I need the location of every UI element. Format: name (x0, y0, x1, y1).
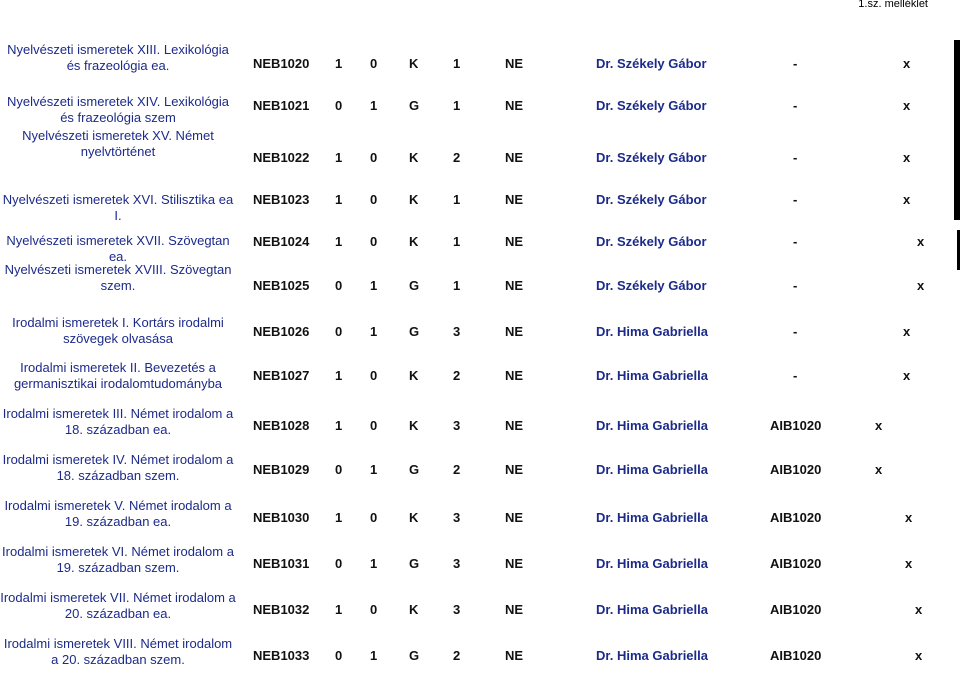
cell-type: K (409, 192, 419, 207)
cell-g: 1 (370, 648, 378, 663)
cell-prereq: - (793, 368, 798, 383)
cell-prereq: AIB1020 (770, 510, 822, 525)
course-name: Nyelvészeti ismeretek XVII. Szövegtan ea. (6, 233, 230, 264)
cell-credit: 3 (453, 418, 461, 433)
course-name: Irodalmi ismeretek V. Német irodalom a 19. században ea. (4, 498, 232, 529)
cell-credit: 2 (453, 368, 461, 383)
cell-x: x (903, 56, 911, 71)
cell-l: 0 (335, 648, 343, 663)
cell-ne: NE (505, 510, 524, 525)
cell-g: 0 (370, 234, 378, 249)
cell-type: K (409, 510, 419, 525)
cell-prereq: - (793, 234, 798, 249)
course-name: Nyelvészeti ismeretek XIV. Lexikológia és frazeológia szem (6, 94, 230, 125)
cell-credit: 3 (453, 602, 461, 617)
cell-code: NEB1024 (253, 234, 310, 249)
cell-code: NEB1030 (253, 510, 310, 525)
cell-type: K (409, 150, 419, 165)
cell-x: x (903, 150, 911, 165)
cell-g: 1 (370, 98, 378, 113)
cell-ne: NE (505, 462, 524, 477)
cell-l: 0 (335, 278, 343, 293)
course-name: Irodalmi ismeretek IV. Német irodalom a 18. században szem. (2, 452, 234, 483)
cell-code: NEB1026 (253, 324, 310, 339)
cell-g: 0 (370, 510, 378, 525)
cell-ne: NE (505, 278, 524, 293)
cell-ne: NE (505, 56, 524, 71)
cell-g: 0 (370, 368, 378, 383)
course-name: Irodalmi ismeretek VIII. Német irodalom a 20. században szem. (3, 636, 233, 667)
cell-credit: 2 (453, 648, 461, 663)
cell-teacher: Dr. Hima Gabriella (596, 510, 708, 525)
cell-credit: 1 (453, 278, 461, 293)
cell-credit: 3 (453, 324, 461, 339)
cell-credit: 3 (453, 510, 461, 525)
cell-code: NEB1021 (253, 98, 310, 113)
cell-l: 0 (335, 556, 343, 571)
cell-l: 0 (335, 98, 343, 113)
course-name: Irodalmi ismeretek II. Bevezetés a germanisztikai irodalomtudományba (13, 360, 223, 391)
cell-prereq: AIB1020 (770, 418, 822, 433)
cell-ne: NE (505, 324, 524, 339)
course-name: Nyelvészeti ismeretek XIII. Lexikológia és frazeológia ea. (7, 42, 229, 73)
cell-type: K (409, 368, 419, 383)
cell-l: 1 (335, 418, 343, 433)
cell-ne: NE (505, 368, 524, 383)
cell-prereq: - (793, 150, 798, 165)
cell-ne: NE (505, 602, 524, 617)
cell-prereq: AIB1020 (770, 602, 822, 617)
cell-prereq: - (793, 324, 798, 339)
cell-teacher: Dr. Székely Gábor (596, 234, 707, 249)
cell-code: NEB1022 (253, 150, 310, 165)
cell-l: 1 (335, 510, 343, 525)
cell-x: x (915, 648, 923, 663)
cell-type: G (409, 556, 420, 571)
cell-prereq: - (793, 192, 798, 207)
cell-credit: 1 (453, 192, 461, 207)
cell-x: x (905, 556, 913, 571)
cell-ne: NE (505, 150, 524, 165)
course-name: Nyelvészeti ismeretek XVIII. Szövegtan szem. (4, 262, 232, 293)
cell-prereq: AIB1020 (770, 462, 822, 477)
cell-teacher: Dr. Székely Gábor (596, 98, 707, 113)
cell-x: x (917, 278, 925, 293)
cell-code: NEB1028 (253, 418, 310, 433)
cell-ne: NE (505, 192, 524, 207)
course-name: Irodalmi ismeretek III. Német irodalom a 18. században ea. (2, 406, 234, 437)
cell-x: x (905, 510, 913, 525)
cell-l: 1 (335, 602, 343, 617)
cell-type: G (409, 648, 420, 663)
cell-x: x (875, 462, 883, 477)
cell-teacher: Dr. Hima Gabriella (596, 368, 708, 383)
annex-label: 1.sz. melléklet (858, 0, 928, 10)
cell-code: NEB1032 (253, 602, 310, 617)
cell-prereq: - (793, 98, 798, 113)
cell-g: 1 (370, 556, 378, 571)
cell-code: NEB1029 (253, 462, 310, 477)
cell-type: G (409, 462, 420, 477)
table-border (954, 40, 960, 220)
cell-prereq: - (793, 56, 798, 71)
cell-x: x (903, 192, 911, 207)
cell-type: K (409, 56, 419, 71)
cell-g: 0 (370, 418, 378, 433)
cell-l: 1 (335, 56, 343, 71)
cell-l: 1 (335, 192, 343, 207)
cell-credit: 2 (453, 150, 461, 165)
cell-g: 0 (370, 192, 378, 207)
cell-teacher: Dr. Hima Gabriella (596, 462, 708, 477)
course-name: Nyelvészeti ismeretek XVI. Stilisztika ea I. (2, 192, 234, 223)
cell-x: x (915, 602, 923, 617)
cell-code: NEB1025 (253, 278, 310, 293)
cell-g: 1 (370, 324, 378, 339)
course-name: Irodalmi ismeretek I. Kortárs irodalmi szövegek olvasása (12, 315, 224, 346)
cell-code: NEB1031 (253, 556, 310, 571)
cell-credit: 3 (453, 556, 461, 571)
cell-type: G (409, 98, 420, 113)
cell-teacher: Dr. Hima Gabriella (596, 648, 708, 663)
cell-teacher: Dr. Hima Gabriella (596, 418, 708, 433)
cell-teacher: Dr. Székely Gábor (596, 56, 707, 71)
cell-ne: NE (505, 556, 524, 571)
cell-g: 1 (370, 278, 378, 293)
cell-ne: NE (505, 418, 524, 433)
cell-x: x (917, 234, 925, 249)
cell-l: 0 (335, 462, 343, 477)
course-name: Irodalmi ismeretek VII. Német irodalom a 20. században ea. (0, 590, 236, 621)
cell-g: 0 (370, 602, 378, 617)
course-name: Irodalmi ismeretek VI. Német irodalom a 19. században szem. (2, 544, 234, 575)
cell-l: 1 (335, 368, 343, 383)
cell-teacher: Dr. Székely Gábor (596, 192, 707, 207)
cell-teacher: Dr. Hima Gabriella (596, 556, 708, 571)
cell-ne: NE (505, 648, 524, 663)
cell-credit: 2 (453, 462, 461, 477)
cell-ne: NE (505, 234, 524, 249)
cell-l: 0 (335, 324, 343, 339)
cell-x: x (875, 418, 883, 433)
cell-code: NEB1033 (253, 648, 310, 663)
cell-credit: 1 (453, 234, 461, 249)
cell-ne: NE (505, 98, 524, 113)
cell-g: 0 (370, 56, 378, 71)
cell-code: NEB1027 (253, 368, 310, 383)
cell-teacher: Dr. Székely Gábor (596, 150, 707, 165)
cell-prereq: - (793, 278, 798, 293)
cell-teacher: Dr. Hima Gabriella (596, 602, 708, 617)
cell-teacher: Dr. Székely Gábor (596, 278, 707, 293)
cell-credit: 1 (453, 98, 461, 113)
cell-teacher: Dr. Hima Gabriella (596, 324, 708, 339)
cell-l: 1 (335, 234, 343, 249)
cell-type: K (409, 418, 419, 433)
cell-type: K (409, 234, 419, 249)
cell-x: x (903, 324, 911, 339)
cell-code: NEB1020 (253, 56, 310, 71)
cell-type: G (409, 278, 420, 293)
cell-g: 0 (370, 150, 378, 165)
cell-x: x (903, 368, 911, 383)
cell-credit: 1 (453, 56, 461, 71)
cell-type: G (409, 324, 420, 339)
cell-prereq: AIB1020 (770, 648, 822, 663)
cell-type: K (409, 602, 419, 617)
course-name: Nyelvészeti ismeretek XV. Német nyelvtörténet (22, 128, 214, 159)
cell-x: x (903, 98, 911, 113)
cell-g: 1 (370, 462, 378, 477)
cell-code: NEB1023 (253, 192, 310, 207)
cell-prereq: AIB1020 (770, 556, 822, 571)
cell-l: 1 (335, 150, 343, 165)
